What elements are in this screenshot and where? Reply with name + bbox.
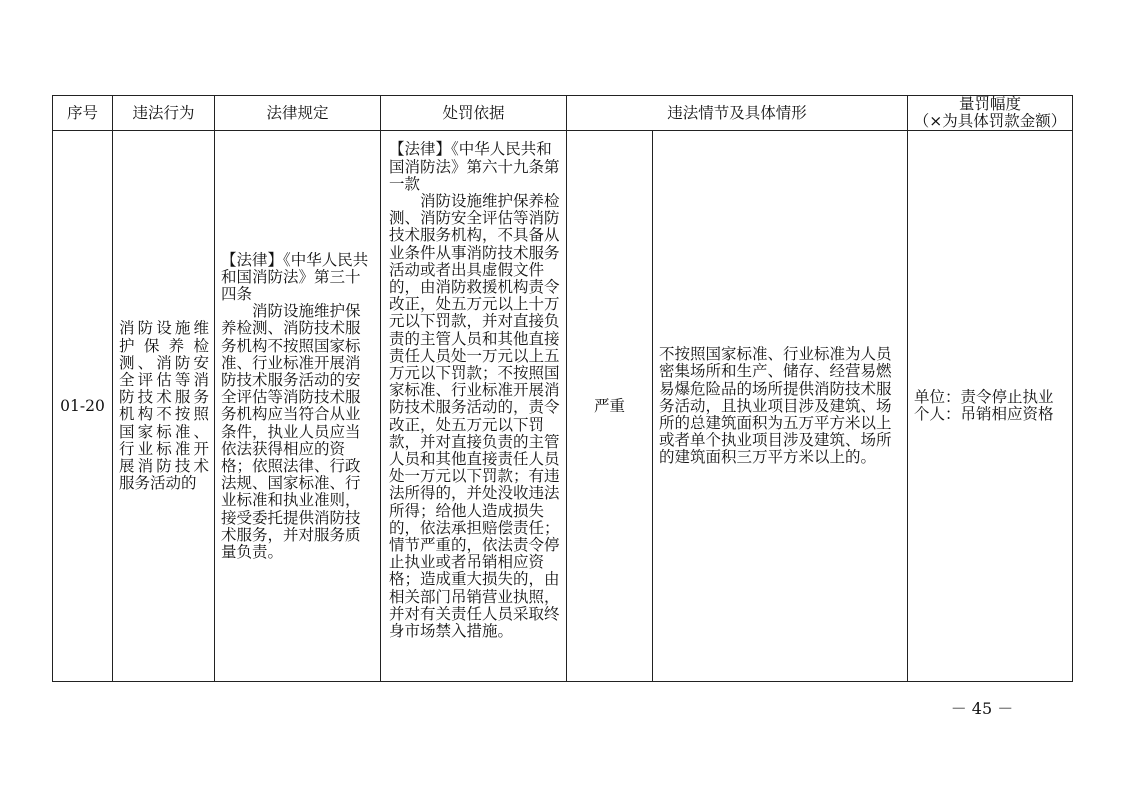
header-row bbox=[53, 96, 1073, 131]
table-row bbox=[53, 131, 1073, 682]
range-person: 个人：吊销相应资格 bbox=[914, 405, 1054, 424]
basis-body: 消防设施维护保养检测、消防安全评估等消防技术服务机构，不具备从业条件从事消防技术服务活动或者出具虚假文件的，由消防救援机构责令改正，处五万元以上十万元以下罚款，并对直接负责的主管人员和其他直接责任人员处一万元以上五万元以下罚款；不按照国家标准、行业标准开展消防技术服务活动的，责令改正，处五万元以下罚款，并对直接负责的主管人员和其他直接责任人员处一万元以下罚款；有违法所得的，并处没收违法所得；给他人造成损失的，依法承担赔偿责任；情节严重的，依法责令停止执业或者吊销相应资格；造成重大损失的，由相关部门吊销营业执照，并对有关责任人员采取终身市场禁入措施。 bbox=[389, 192, 560, 641]
law-title: 【法律】《中华人民共和国消防法》第三十四条 bbox=[221, 250, 369, 303]
header-law: 法律规定 bbox=[215, 96, 381, 131]
basis-cell bbox=[381, 131, 567, 682]
law-body: 消防设施维护保养检测、消防技术服务机构不按照国家标准、行业标准开展消防技术服务活动的安全评估等消防技术服务机构应当符合从业条件，执业人员应当依法获得相应的资格；依照法律、行政法规、国家标准、行业标准和执业准则，接受委托提供消防技术服务，并对服务质量负责。 bbox=[221, 302, 361, 562]
range-unit: 单位：责令停止执业 bbox=[914, 388, 1054, 407]
circumstance-text: 不按照国家标准、行业标准为人员密集场所和生产、储存、经营易燃易爆危险品的场所提供消防技术服务活动，且执业项目涉及建筑、场所的总建筑面积为五万平方米以上或者单个执业项目涉及建筑、场所的建筑面积三万平方米以上的。 bbox=[659, 345, 892, 467]
header-range-title: 量罚幅度 bbox=[959, 95, 1022, 113]
severity-cell: 严重 bbox=[567, 131, 653, 682]
penalty-table bbox=[52, 95, 1073, 682]
page-number: － 45 － bbox=[950, 699, 1014, 718]
violation-cell bbox=[113, 131, 215, 682]
violation-text: 消防设施维护保养检测、消防安全评估等消防技术服务机构不按照国家标准、行业标准开展消防技术服务活动的 bbox=[119, 319, 209, 493]
circumstance-cell bbox=[653, 131, 908, 682]
law-cell bbox=[215, 131, 381, 682]
header-basis: 处罚依据 bbox=[381, 96, 567, 131]
basis-title: 【法律】《中华人民共和国消防法》第六十九条第一款 bbox=[389, 140, 560, 193]
header-serial: 序号 bbox=[53, 96, 113, 131]
header-range bbox=[908, 96, 1073, 131]
header-act: 违法行为 bbox=[113, 96, 215, 131]
header-circumstance: 违法情节及具体情形 bbox=[567, 96, 908, 131]
range-cell bbox=[908, 131, 1073, 682]
header-range-note: （×为具体罚款金额） bbox=[913, 112, 1067, 131]
serial-cell: 01-20 bbox=[53, 131, 113, 682]
